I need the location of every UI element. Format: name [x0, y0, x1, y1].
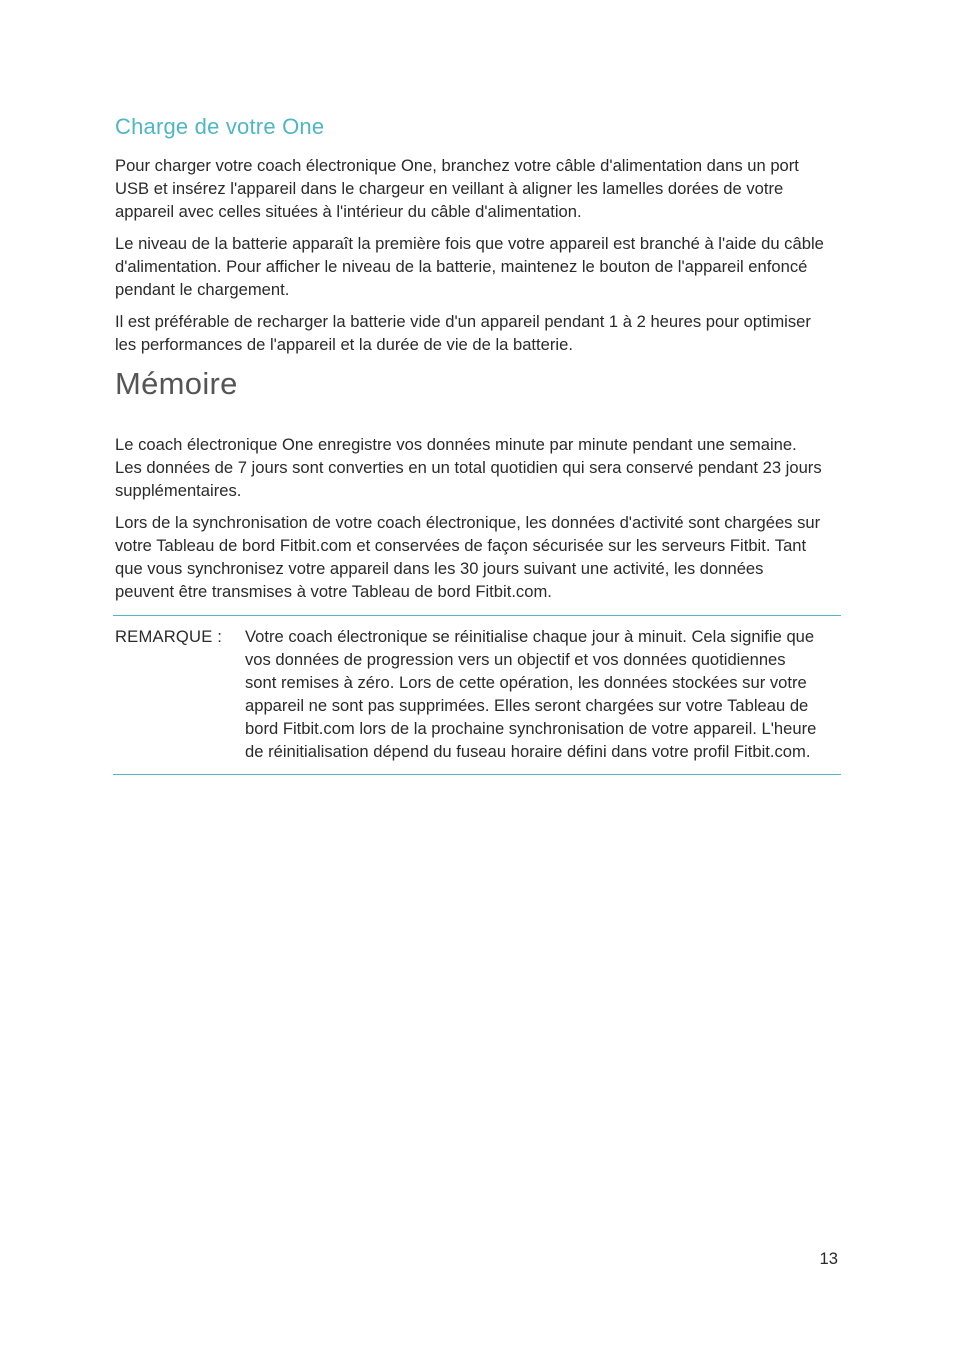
- note-box: [113, 615, 841, 775]
- page-number: 13: [819, 1249, 838, 1268]
- page-content: [115, 112, 841, 775]
- note-text: Votre coach électronique se réinitialise chaque jour à minuit. Cela signifie que vos données de progression vers un objectif et vos données quotidiennes sont remises à zéro. Lors de cette opération, les données stockées sur votre appareil ne sont pas supprimées. Elles seront chargées sur votre Tableau de bord Fitbit.com lors de la prochaine synchronisation de votre appareil. L'heure de réinitialisation dépend du fuseau horaire défini dans votre profil Fitbit.com.: [245, 627, 817, 761]
- charging-paragraph-1: Pour charger votre coach électronique One, branchez votre câble d'alimentation dans un port USB et insérez l'appareil dans le chargeur en veillant à aligner les lamelles dorées de votre appareil avec celles situées à l'intérieur du câble d'alimentation.: [115, 156, 799, 221]
- charging-paragraph-3: Il est préférable de recharger la batterie vide d'un appareil pendant 1 à 2 heures pour optimiser les performances de l'appareil et la durée de vie de la batterie.: [115, 312, 811, 354]
- section-heading-memory: Mémoire: [115, 366, 238, 401]
- memory-paragraph-2: Lors de la synchronisation de votre coach électronique, les données d'activité sont chargées sur votre Tableau de bord Fitbit.com et conservées de façon sécurisée sur les serveurs Fitbit. Tant que vous synchronisez votre appareil dans les 30 jours suivant une activité, les données peuvent être transmises à votre Tableau de bord Fitbit.com.: [115, 513, 821, 601]
- charging-paragraph-2: Le niveau de la batterie apparaît la première fois que votre appareil est branché à l'aide du câble d'alimentation. Pour afficher le niveau de la batterie, maintenez le bouton de l'appareil enfoncé pendant le chargement.: [115, 234, 824, 299]
- memory-paragraph-1: Le coach électronique One enregistre vos données minute par minute pendant une semaine. Les données de 7 jours sont converties en un total quotidien qui sera conservé pendant 23 jours supplémentaires.: [115, 435, 822, 500]
- section-subheading-charging: Charge de votre One: [115, 114, 325, 139]
- note-label: REMARQUE :: [115, 627, 223, 646]
